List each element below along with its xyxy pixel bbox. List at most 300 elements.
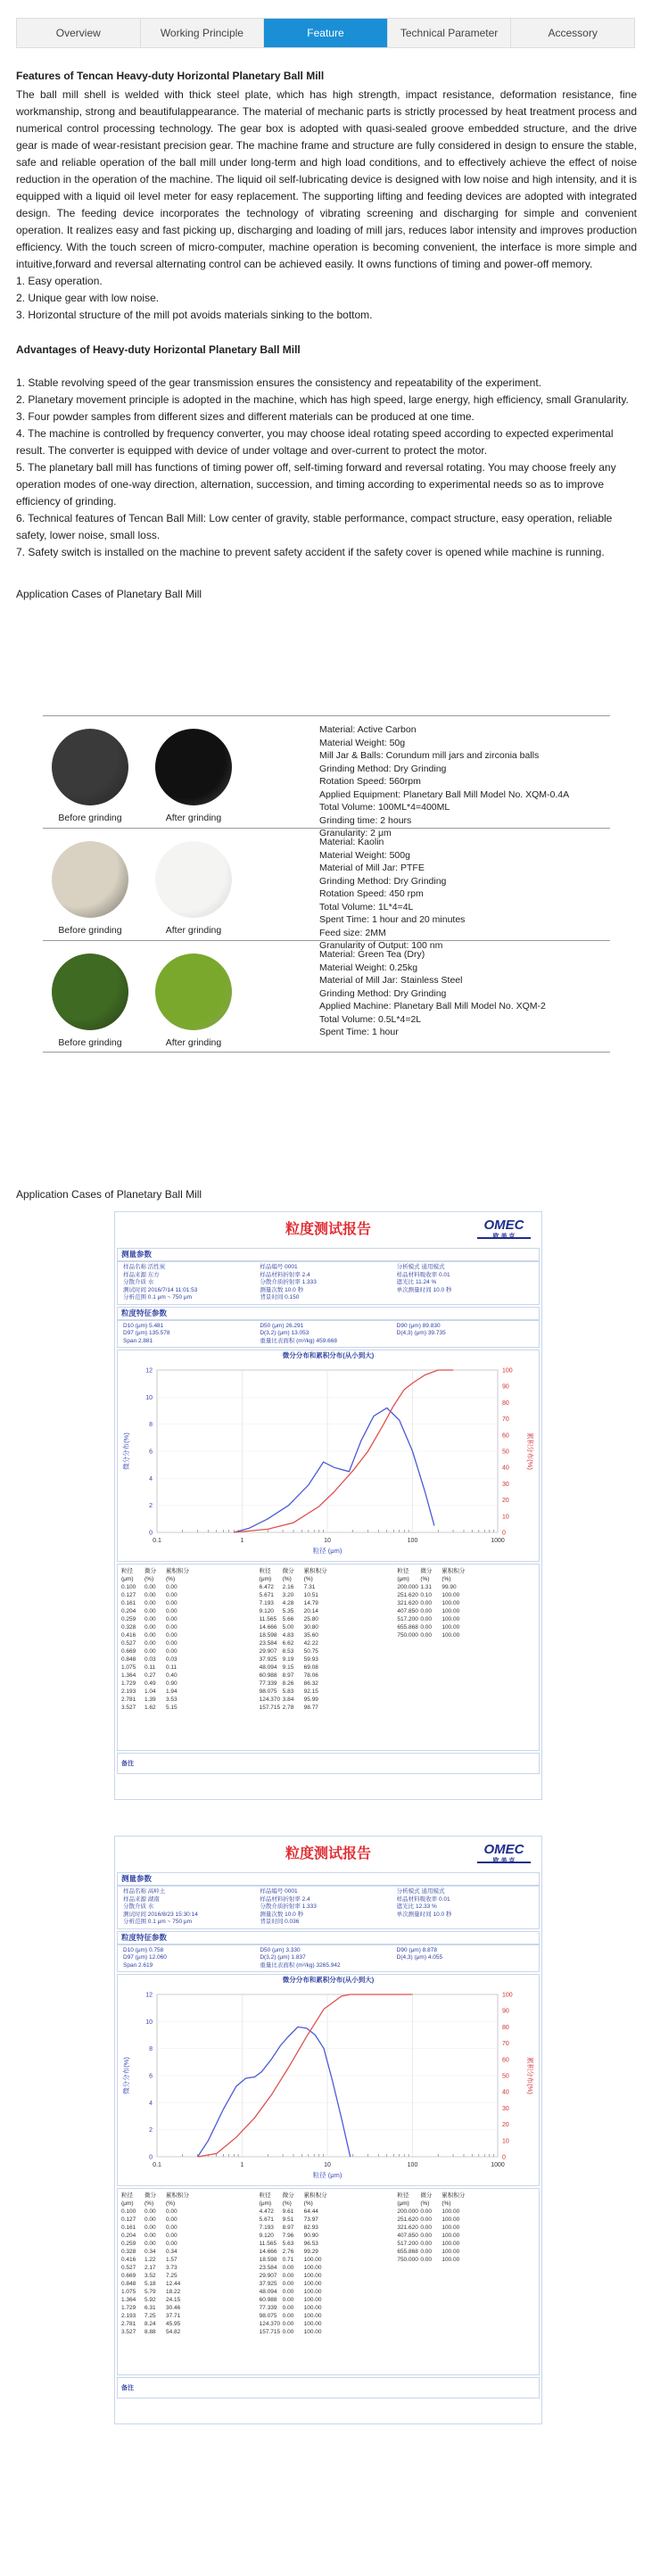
table-cell: 5.671 [259, 2217, 274, 2223]
case-detail-line: Grinding Method: Dry Grinding [319, 875, 447, 887]
table-cell: 100.00 [303, 2257, 322, 2263]
table-cell: 1.075 [121, 1664, 136, 1671]
table-cell: 30.46 [166, 2305, 181, 2311]
table-cell: 0.00 [282, 2321, 294, 2327]
table-cell: 0.00 [282, 2297, 294, 2303]
y-right-tick-label: 30 [502, 2105, 509, 2112]
table-cell: 59.93 [303, 1656, 318, 1663]
table-cell: 3.52 [144, 2273, 156, 2279]
table-cell: 64.44 [303, 2209, 318, 2215]
table-cell: 3.20 [282, 1592, 294, 1598]
table-cell: 0.669 [121, 1648, 136, 1655]
case-detail-line: Grinding Method: Dry Grinding [319, 763, 447, 774]
cases-heading: Application Cases of Planetary Ball Mill [16, 588, 202, 600]
chart-svg [118, 1986, 537, 2184]
table-cell: 5.79 [144, 2289, 156, 2295]
feature-param: D10 (μm) 0.758 [123, 1946, 164, 1953]
table-row [260, 1623, 398, 1631]
advantage-item: 2. Planetary movement principle is adopted in the machine, which has high speed, large energy, high efficiency, small Granularity. [16, 393, 629, 406]
table-cell: 8.97 [282, 2225, 294, 2231]
table-cell: 2.781 [121, 2321, 136, 2327]
table-cell: 2.193 [121, 2313, 136, 2319]
table-cell: 5.15 [166, 1705, 177, 1711]
table-row [260, 1583, 398, 1591]
table-cell: 750.000 [397, 2257, 418, 2263]
table-cell: 14.666 [259, 1624, 277, 1631]
table-cell: 100.00 [442, 1592, 460, 1598]
table-cell: 100.00 [442, 1600, 460, 1606]
table-cell: 100.00 [442, 2217, 460, 2223]
table-row [121, 2328, 260, 2336]
table-row [260, 2296, 398, 2304]
table-row [121, 2320, 260, 2328]
y-right-tick-label: 80 [502, 1399, 509, 1407]
table-header-cell: 累积积分(%) [166, 2192, 189, 2207]
case-detail-line: Granularity: 2 μm [319, 828, 392, 838]
application-cases-table [43, 715, 610, 1053]
before-grinding-caption: Before grinding [58, 813, 122, 823]
after-grinding-image [155, 954, 232, 1030]
after-grinding-image [155, 729, 232, 805]
table-cell: 0.00 [420, 1624, 432, 1631]
table-cell: 3.53 [166, 1697, 177, 1703]
table-cell: 0.03 [144, 1656, 156, 1663]
table-cell: 12.44 [166, 2281, 181, 2287]
table-cell: 0.00 [144, 1600, 156, 1606]
case-detail-line: Total Volume: 100ML*4=400ML [319, 802, 450, 813]
y-right-tick-label: 90 [502, 1383, 509, 1391]
case-details [319, 836, 605, 953]
table-cell: 1.04 [144, 1688, 156, 1695]
feature-param: D90 (μm) 8.878 [396, 1946, 437, 1953]
table-cell: 2.17 [144, 2265, 156, 2271]
before-grinding-caption: Before grinding [58, 1037, 122, 1048]
case-detail-line: Grinding Method: Dry Grinding [319, 987, 447, 999]
x-tick-label: 10 [324, 1538, 331, 1544]
table-cell: 1.075 [121, 2289, 136, 2295]
table-cell: 0.127 [121, 2217, 136, 2223]
table-cell: 0.259 [121, 1616, 136, 1622]
table-cell: 100.00 [303, 2305, 322, 2311]
y-left-tick-label: 12 [145, 1992, 153, 1999]
feature-item: 2. Unique gear with low noise. [16, 292, 160, 304]
y-right-tick-label: 80 [502, 2024, 509, 2031]
table-row [121, 2296, 260, 2304]
param-item: 背景时间 0.036 [260, 1919, 300, 1925]
table-row [121, 2304, 260, 2312]
param-item: 分析范围 0.1 μm ~ 750 μm [123, 1294, 193, 1300]
y-right-tick-label: 50 [502, 2073, 509, 2080]
table-cell: 0.27 [144, 1672, 156, 1679]
table-cell: 37.71 [166, 2313, 181, 2319]
y-right-tick-label: 90 [502, 2008, 509, 2015]
table-cell: 0.00 [144, 2225, 156, 2231]
table-cell: 9.120 [259, 2233, 274, 2239]
table-cell: 100.00 [442, 1616, 460, 1622]
table-cell: 0.00 [420, 1632, 432, 1639]
table-cell: 42.22 [303, 1640, 318, 1647]
table-cell: 0.527 [121, 2265, 136, 2271]
table-cell: 77.339 [259, 1680, 277, 1687]
x-tick-label: 1000 [491, 1538, 505, 1544]
table-cell: 0.204 [121, 2233, 136, 2239]
table-cell: 0.00 [166, 1624, 177, 1631]
case-detail-line: Grinding time: 2 hours [319, 814, 412, 826]
table-row [121, 1672, 260, 1680]
table-cell: 0.00 [144, 1592, 156, 1598]
table-cell: 48.094 [259, 1664, 277, 1671]
table-cell: 29.907 [259, 2273, 277, 2279]
case-details [319, 948, 605, 1039]
table-cell: 0.00 [282, 2289, 294, 2295]
feature-param: 重量比表面积 (m²/kg) 459.668 [260, 1337, 338, 1344]
y-left-tick-label: 12 [145, 1367, 153, 1375]
param-item: 样品名称 活性炭 [123, 1264, 166, 1270]
table-row [121, 2208, 260, 2216]
feature-param: D90 (μm) 89.830 [396, 1322, 441, 1329]
param-item: 样品名称 高岭土 [123, 1888, 166, 1895]
param-item: 测试时间 2016/8/23 15:30:14 [123, 1911, 198, 1918]
chart-title: 微分分布和累积分布(从小到大) [282, 1976, 375, 1984]
advantage-item: 4. The machine is controlled by frequency converter, you may choose ideal rotating speed according to expected experimental result. The converter is equipped with device of under voltage and over-current to protect the motor. [16, 427, 614, 457]
data-table-header [121, 2192, 260, 2208]
table-row [260, 1672, 398, 1680]
y-left-tick-label: 0 [149, 1530, 153, 1537]
table-cell: 11.565 [259, 2241, 277, 2247]
after-grinding-caption: After grinding [165, 813, 222, 823]
table-cell: 2.76 [282, 2249, 294, 2255]
table-cell: 0.00 [420, 1608, 432, 1614]
table-cell: 2.193 [121, 1688, 136, 1695]
table-row [397, 1591, 535, 1599]
table-cell: 100.00 [303, 2265, 322, 2271]
table-cell: 0.00 [166, 1632, 177, 1639]
table-cell: 0.00 [144, 2209, 156, 2215]
table-cell: 321.620 [397, 2225, 418, 2231]
table-cell: 0.00 [144, 2241, 156, 2247]
x-tick-label: 10 [324, 2162, 331, 2168]
table-cell: 0.34 [144, 2249, 156, 2255]
y-left-tick-label: 10 [145, 1394, 153, 1401]
table-cell: 8.53 [282, 1648, 294, 1655]
feature-param: D50 (μm) 26.291 [260, 1322, 304, 1329]
data-table-column [260, 2192, 398, 2372]
table-cell: 8.97 [282, 1672, 294, 1679]
section-features-label: 粒度特征参数 [117, 1931, 540, 1944]
table-cell: 92.15 [303, 1688, 318, 1695]
table-cell: 5.66 [282, 1616, 294, 1622]
table-cell: 18.22 [166, 2289, 181, 2295]
x-tick-label: 1000 [491, 2162, 505, 2168]
table-row [260, 2288, 398, 2296]
y-right-axis-label: 累积分布(%) [526, 2057, 534, 2094]
table-cell: 100.00 [442, 2225, 460, 2231]
table-cell: 5.671 [259, 1592, 274, 1598]
case-row [43, 715, 610, 838]
y-left-tick-label: 2 [149, 2127, 153, 2134]
table-cell: 750.000 [397, 1632, 418, 1639]
y-right-tick-label: 10 [502, 1514, 509, 1521]
table-cell: 100.00 [442, 2241, 460, 2247]
table-cell: 0.259 [121, 2241, 136, 2247]
table-cell: 9.19 [282, 1656, 294, 1663]
table-header-cell: 累积积分(%) [303, 2192, 327, 2207]
table-cell: 11.565 [259, 1616, 277, 1622]
table-cell: 157.715 [259, 2329, 281, 2335]
table-row [121, 1664, 260, 1672]
table-row [121, 2216, 260, 2224]
y-right-tick-label: 0 [502, 1530, 506, 1537]
y-left-tick-label: 6 [149, 1449, 153, 1456]
param-item: 样品编号 0001 [260, 1264, 298, 1270]
data-table [117, 1564, 540, 1751]
feature-item: 1. Easy operation. [16, 275, 103, 287]
case-detail-line: Material: Active Carbon [319, 724, 417, 735]
param-item: 样品材料折射率 2.4 [260, 1895, 310, 1903]
table-row [260, 1680, 398, 1688]
table-cell: 0.03 [166, 1656, 177, 1663]
table-row [121, 1615, 260, 1623]
table-cell: 0.11 [144, 1664, 156, 1671]
table-cell: 0.00 [144, 1616, 156, 1622]
table-row [397, 1623, 535, 1631]
y-left-tick-label: 6 [149, 2073, 153, 2080]
param-item: 分散介质折射率 1.333 [260, 1279, 317, 1285]
table-cell: 0.204 [121, 1608, 136, 1614]
y-right-tick-label: 60 [502, 1432, 509, 1440]
table-cell: 1.364 [121, 1672, 136, 1679]
remarks-label: 备注 [117, 2377, 540, 2398]
param-item: 样品材料吸收率 0.01 [396, 1895, 450, 1903]
table-row [121, 1680, 260, 1688]
table-cell: 2.781 [121, 1697, 136, 1703]
table-row [121, 2272, 260, 2280]
table-cell: 9.15 [282, 1664, 294, 1671]
table-cell: 77.339 [259, 2305, 277, 2311]
table-cell: 200.000 [397, 1584, 418, 1590]
table-row [397, 2256, 535, 2264]
table-cell: 0.00 [282, 2265, 294, 2271]
table-cell: 100.00 [442, 1632, 460, 1639]
advantage-item: 3. Four powder samples from different sizes and different materials can be produced at one time. [16, 410, 475, 423]
chart-title: 微分分布和累积分布(从小到大) [282, 1351, 375, 1359]
y-left-tick-label: 0 [149, 2154, 153, 2161]
table-row [260, 2328, 398, 2336]
feature-param: D97 (μm) 135.578 [123, 1330, 170, 1336]
table-cell: 54.82 [166, 2329, 181, 2335]
x-tick-label: 0.1 [153, 1538, 161, 1544]
table-row [121, 1704, 260, 1712]
table-cell: 100.00 [442, 2209, 460, 2215]
features-heading: Features of Tencan Heavy-duty Horizontal Planetary Ball Mill [16, 70, 325, 82]
table-cell: 0.00 [282, 2273, 294, 2279]
advantage-item: 5. The planetary ball mill has functions of timing power off, self-timing forward and reversal rotating. You may choose freely any operation modes of one-way direction, alternation, succession, and timing according to experimental needs so as to improve efficiency of grinding. [16, 461, 616, 508]
table-cell: 100.00 [442, 2257, 460, 2263]
table-cell: 0.127 [121, 1592, 136, 1598]
table-row [260, 1599, 398, 1607]
table-cell: 9.61 [282, 2209, 294, 2215]
table-cell: 0.00 [166, 2209, 177, 2215]
table-cell: 1.31 [420, 1584, 432, 1590]
data-table-header [397, 1567, 535, 1583]
table-cell: 82.93 [303, 2225, 318, 2231]
table-cell: 0.161 [121, 1600, 136, 1606]
table-cell: 0.848 [121, 1656, 136, 1663]
feature-item: 3. Horizontal structure of the mill pot avoids materials sinking to the bottom. [16, 309, 373, 321]
table-cell: 7.31 [303, 1584, 316, 1590]
table-row [397, 2232, 535, 2240]
table-cell: 100.00 [442, 2233, 460, 2239]
param-item: 遮光比 11.24 % [396, 1279, 437, 1285]
table-cell: 6.62 [282, 1640, 294, 1647]
table-header-cell: 微分(%) [144, 1568, 156, 1582]
tab-overview[interactable]: Overview [17, 19, 141, 47]
table-cell: 0.00 [420, 1600, 432, 1606]
x-tick-label: 100 [407, 1538, 418, 1544]
advantage-item: 7. Safety switch is installed on the machine to prevent safety accident if the safety cover is opened while machine is running. [16, 546, 605, 558]
table-cell: 1.729 [121, 1680, 136, 1687]
table-cell: 1.94 [166, 1688, 177, 1695]
advantage-item: 1. Stable revolving speed of the gear transmission ensures the consistency and repeatability of the experiment. [16, 376, 542, 389]
table-row [260, 2272, 398, 2280]
case-detail-line: Material: Kaolin [319, 837, 384, 847]
table-cell: 0.00 [420, 2241, 432, 2247]
x-tick-label: 0.1 [153, 2162, 161, 2168]
features-grid [117, 1944, 540, 1973]
y-right-tick-label: 70 [502, 1416, 509, 1424]
case-row [43, 828, 610, 951]
data-table-column [121, 1567, 260, 1747]
table-cell: 60.988 [259, 2297, 277, 2303]
table-cell: 1.57 [166, 2257, 177, 2263]
table-header-cell: 累积积分(%) [442, 1568, 466, 1582]
advantage-item: 6. Technical features of Tencan Ball Mill: Low center of gravity, stable performance, compact structure, easy operation, reliable safety, lower noise, small loss. [16, 512, 613, 541]
table-cell: 7.25 [166, 2273, 177, 2279]
feature-param: 重量比表面积 (m²/kg) 3265.942 [260, 1961, 341, 1969]
table-cell: 100.00 [442, 1608, 460, 1614]
y-left-axis-label: 微分分布(%) [122, 2057, 130, 2094]
table-cell: 1.62 [144, 1705, 156, 1711]
params-grid [117, 1261, 540, 1305]
table-row [121, 1583, 260, 1591]
omec-logo: OMEC 欧 美 克 [477, 1842, 531, 1863]
table-cell: 0.00 [144, 1640, 156, 1647]
table-cell: 5.63 [282, 2241, 294, 2247]
table-row [121, 1599, 260, 1607]
table-cell: 6.472 [259, 1584, 274, 1590]
table-cell: 60.988 [259, 1672, 277, 1679]
table-row [260, 1615, 398, 1623]
table-cell: 73.97 [303, 2217, 318, 2223]
omec-logo-subtitle: 欧 美 克 [492, 1858, 516, 1864]
table-row [260, 1607, 398, 1615]
table-row [260, 2216, 398, 2224]
x-axis-label: 粒径 (μm) [312, 2171, 343, 2179]
table-cell: 0.00 [282, 2313, 294, 2319]
table-cell: 0.00 [166, 1600, 177, 1606]
table-header-cell: 粒径 (μm) [259, 2192, 272, 2207]
before-grinding-image [52, 841, 128, 918]
after-grinding-caption: After grinding [165, 1037, 222, 1048]
table-cell: 0.10 [420, 1592, 432, 1598]
table-header-cell: 累积积分(%) [442, 2192, 466, 2207]
table-cell: 100.00 [303, 2329, 322, 2335]
table-row [397, 1583, 535, 1591]
feature-param: D(4,3) (μm) 39.735 [396, 1330, 446, 1336]
table-cell: 655.868 [397, 2249, 418, 2255]
table-row [121, 2264, 260, 2272]
table-row [260, 1647, 398, 1655]
table-cell: 98.075 [259, 1688, 277, 1695]
table-cell: 124.370 [259, 2321, 281, 2327]
case-detail-line: Material Weight: 500g [319, 849, 410, 861]
table-cell: 1.364 [121, 2297, 136, 2303]
data-table-column [121, 2192, 260, 2372]
case-details [319, 723, 605, 840]
table-header-cell: 粒径 (μm) [121, 1568, 134, 1582]
table-cell: 407.850 [397, 1608, 418, 1614]
y-left-tick-label: 2 [149, 1503, 153, 1510]
table-cell: 0.00 [144, 2233, 156, 2239]
tab-accessory[interactable]: Accessory [548, 26, 598, 39]
table-header-cell: 微分(%) [282, 2192, 294, 2207]
table-cell: 98.075 [259, 2313, 277, 2319]
y-left-axis-label: 微分分布(%) [122, 1432, 130, 1470]
tab-technical-parameter[interactable]: Technical Parameter [388, 19, 512, 47]
report-title: 粒度测试报告 OMEC 欧 美 克 [115, 1837, 541, 1872]
table-cell: 0.328 [121, 2249, 136, 2255]
table-cell: 37.925 [259, 1656, 277, 1663]
tab-bar [16, 18, 635, 48]
table-cell: 5.92 [144, 2297, 156, 2303]
data-table-header [397, 2192, 535, 2208]
param-item: 样品编号 0001 [260, 1888, 298, 1895]
table-header-cell: 微分(%) [144, 2192, 156, 2207]
y-left-tick-label: 10 [145, 2019, 153, 2026]
y-right-tick-label: 0 [502, 2154, 506, 2161]
table-row [260, 2224, 398, 2232]
feature-param: Span 2.881 [123, 1337, 153, 1344]
table-row [121, 1655, 260, 1664]
table-row [121, 1631, 260, 1639]
table-cell: 37.925 [259, 2281, 277, 2287]
table-cell: 4.28 [282, 1600, 294, 1606]
tab-working-principle[interactable]: Working Principle [141, 19, 265, 47]
table-cell: 100.00 [442, 1624, 460, 1631]
y-left-tick-label: 8 [149, 1422, 153, 1429]
table-cell: 407.850 [397, 2233, 418, 2239]
table-cell: 100.00 [303, 2281, 322, 2287]
table-cell: 0.00 [282, 2281, 294, 2287]
table-row [260, 1655, 398, 1664]
y-right-tick-label: 20 [502, 2122, 509, 2129]
table-cell: 18.598 [259, 2257, 277, 2263]
table-cell: 29.907 [259, 1648, 277, 1655]
cases-heading-2: Application Cases of Planetary Ball Mill [16, 1188, 202, 1201]
table-cell: 0.00 [420, 2217, 432, 2223]
case-detail-line: Applied Equipment: Planetary Ball Mill Model No. XQM-0.4A [319, 788, 570, 800]
table-cell: 0.00 [166, 1608, 177, 1614]
table-header-cell: 粒径 (μm) [259, 1568, 272, 1582]
y-right-tick-label: 40 [502, 1465, 509, 1472]
table-cell: 0.00 [420, 2209, 432, 2215]
tab-feature[interactable]: Feature [264, 19, 388, 47]
table-row [260, 2208, 398, 2216]
case-detail-line: Total Volume: 1L*4=4L [319, 901, 414, 912]
table-cell: 99.90 [442, 1584, 457, 1590]
table-row [397, 2248, 535, 2256]
table-cell: 100.00 [303, 2297, 322, 2303]
